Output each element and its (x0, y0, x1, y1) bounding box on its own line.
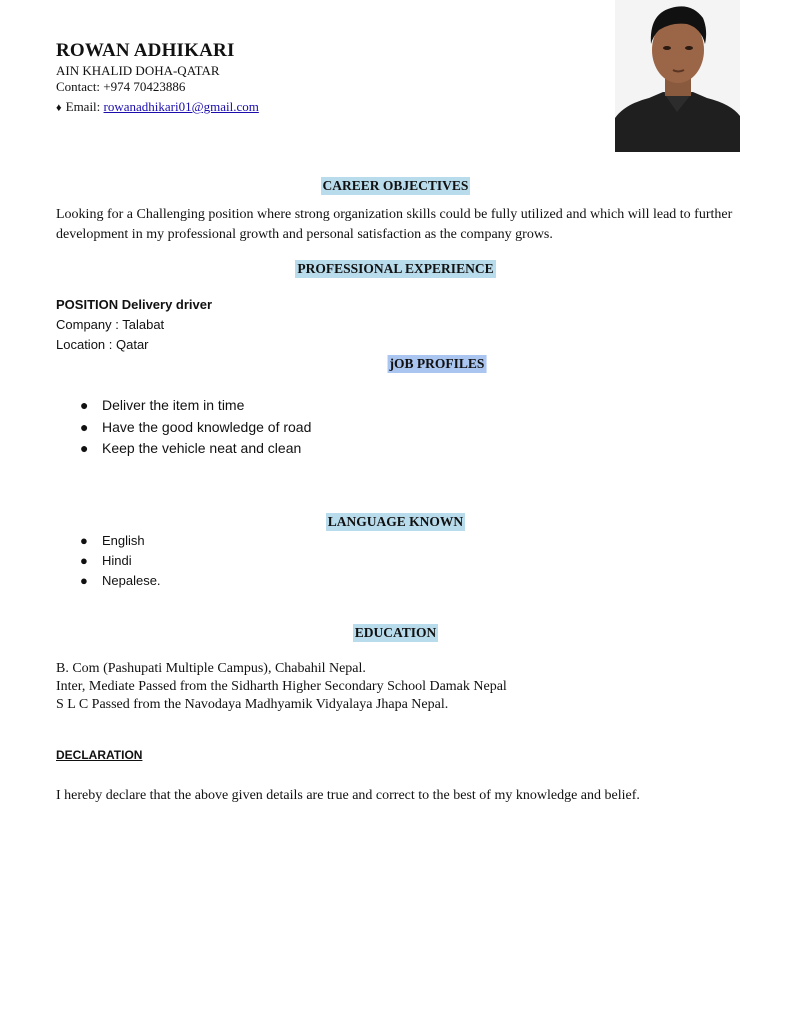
education-line: B. Com (Pashupati Multiple Campus), Chabahil Nepal. (56, 661, 366, 676)
list-item (80, 395, 311, 417)
job-profiles-heading (388, 355, 487, 373)
list-item (80, 572, 161, 592)
professional-experience-heading (0, 260, 791, 278)
list-item (80, 438, 311, 460)
list-item (80, 532, 161, 552)
language-item: English (102, 533, 145, 548)
bullet-icon: ● (80, 573, 88, 588)
bullet-icon: ● (80, 397, 89, 413)
profile-photo (615, 0, 740, 152)
location-line: Location : Qatar (56, 337, 149, 352)
email-link[interactable]: rowanadhikari01@gmail.com (103, 99, 259, 114)
bullet-icon: ● (80, 440, 89, 456)
language-known-heading-text: LANGUAGE KNOWN (327, 514, 464, 529)
career-objectives-heading-text: CAREER OBJECTIVES (322, 178, 469, 193)
language-known-heading (0, 513, 791, 531)
professional-experience-heading-text: PROFESSIONAL EXPERIENCE (297, 261, 494, 276)
address-line: AIN KHALID DOHA-QATAR (56, 63, 220, 78)
declaration-text: I hereby declare that the above given details are true and correct to the best of my knowledge and belief. (56, 788, 640, 803)
contact-line: Contact: +974 70423886 (56, 79, 186, 94)
job-profile-item: Have the good knowledge of road (102, 418, 312, 435)
profile-photo-illustration (615, 0, 740, 152)
bullet-icon: ● (80, 553, 88, 568)
job-profiles-list (80, 395, 311, 460)
declaration-title: DECLARATION (56, 748, 143, 762)
education-line: S L C Passed from the Navodaya Madhyamik Vidyalaya Jhapa Nepal. (56, 697, 449, 712)
email-label: Email: (65, 99, 101, 114)
career-objectives-text: Looking for a Challenging position where strong organization skills could be fully utilized and which will lead to further development in my professional growth and personal satisfaction as the company grows. (56, 207, 733, 242)
list-item (80, 417, 311, 439)
list-item (80, 552, 161, 572)
education-heading (0, 624, 791, 642)
career-objectives-heading (0, 177, 791, 195)
position-line: POSITION Delivery driver (56, 297, 213, 312)
education-heading-text: EDUCATION (354, 625, 437, 640)
languages-list (80, 532, 161, 592)
company-line: Company : Talabat (56, 317, 165, 332)
applicant-name: ROWAN ADHIKARI (56, 40, 235, 61)
job-profiles-heading-text: jOB PROFILES (389, 356, 485, 371)
education-line: Inter, Mediate Passed from the Sidharth Higher Secondary School Damak Nepal (56, 679, 507, 694)
bullet-icon: ● (80, 533, 88, 548)
language-item: Hindi (102, 553, 132, 568)
language-item: Nepalese. (102, 573, 161, 588)
diamond-bullet-icon: ♦ (56, 102, 62, 114)
job-profile-item: Keep the vehicle neat and clean (102, 440, 302, 456)
bullet-icon: ● (80, 418, 89, 435)
email-line (56, 99, 259, 115)
job-profile-item: Deliver the item in time (102, 397, 245, 413)
